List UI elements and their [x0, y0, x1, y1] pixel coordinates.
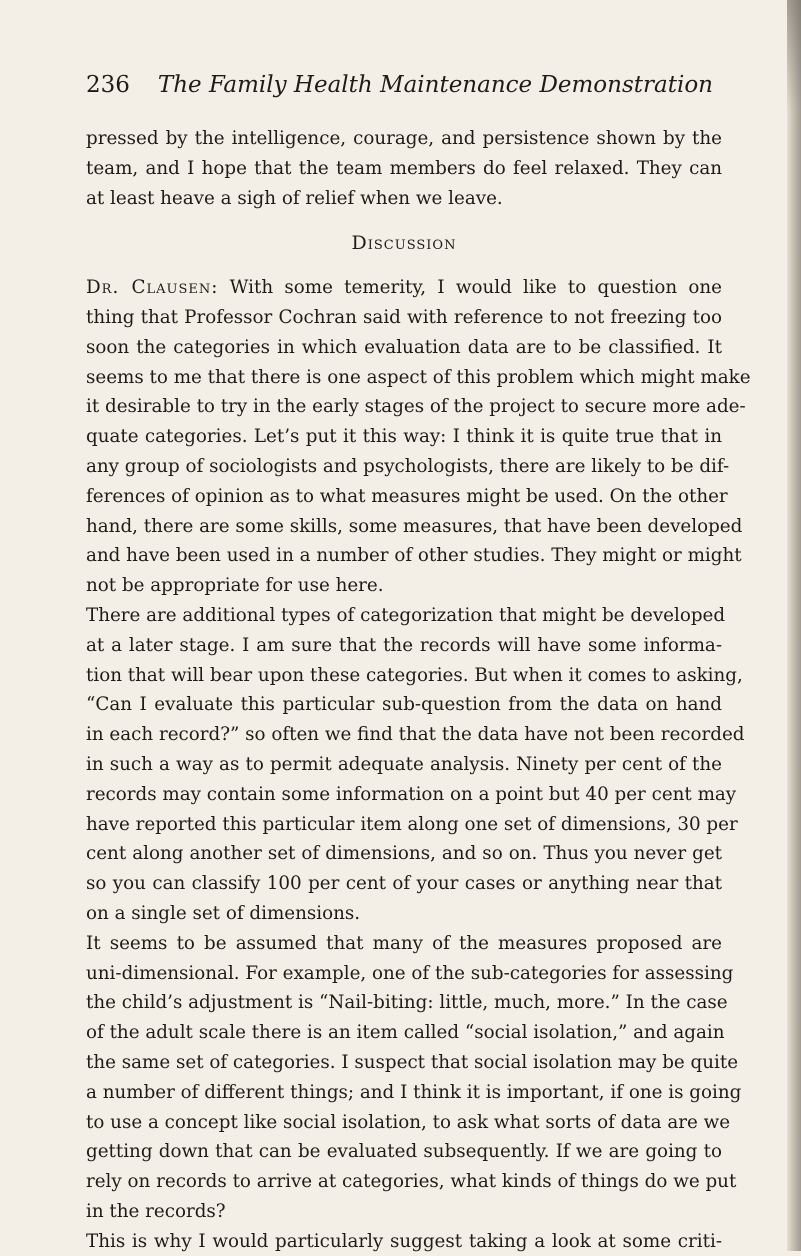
paragraph-3: [86, 929, 742, 1227]
text-line: “Can I evaluate this particular sub-question from the data on hand: [86, 694, 722, 716]
text-line: in each record?” so often we find that the data have not been recorded: [86, 724, 745, 746]
text-line: There are additional types of categorization that might be developed: [86, 604, 726, 626]
page-number: 236: [86, 72, 130, 98]
text-line: it desirable to try in the early stages of the project to secure more ade-: [86, 396, 746, 418]
text-line: not be appropriate for use here.: [86, 575, 384, 597]
text-line: to use a concept like social isolation, to ask what sorts of data are we: [86, 1111, 731, 1133]
text-line: the child’s adjustment is “Nail-biting: little, much, more.” In the case: [86, 992, 728, 1014]
paragraph-4: [86, 1227, 722, 1256]
text-line: of the adult scale there is an item called “social isolation,” and again: [86, 1022, 725, 1044]
text-line: at a later stage. I am sure that the records will have some informa-: [86, 634, 722, 656]
text-line: team, and I hope that the team members do feel relaxed. They can: [86, 157, 722, 179]
text-line: have reported this particular item along one set of dimensions, 30 per: [86, 813, 738, 835]
text-line: cent along another set of dimensions, and so on. Thus you never get: [86, 843, 722, 865]
text-line: soon the categories in which evaluation data are to be classified. It: [86, 336, 722, 358]
speaker-name: Dr. Clausen:: [86, 277, 219, 299]
text-line: quate categories. Let’s put it this way: I think it is quite true that in: [86, 426, 722, 448]
text-line: seems to me that there is one aspect of this problem which might make: [86, 366, 751, 388]
text-line: the same set of categories. I suspect that social isolation may be quite: [86, 1051, 739, 1073]
text-line: at least heave a sigh of relief when we leave.: [86, 187, 503, 209]
page-content: [86, 70, 751, 1256]
page-edge-shadow-top: [787, 0, 801, 110]
book-title: The Family Health Maintenance Demonstration: [157, 72, 713, 98]
text-line: This is why I would particularly suggest taking a look at some criti-: [86, 1230, 722, 1252]
text-line: a number of different things; and I think it is important, if one is going: [86, 1081, 742, 1103]
text-line: in such a way as to permit adequate analysis. Ninety per cent of the: [86, 753, 722, 775]
page-edge-shadow: [787, 0, 801, 1251]
paragraph-1: [86, 273, 751, 601]
text-line: and have been used in a number of other studies. They might or might: [86, 545, 742, 567]
text-line: records may contain some information on a point but 40 per cent may: [86, 783, 737, 805]
text-line: uni-dimensional. For example, one of the sub-categories for assessing: [86, 962, 734, 984]
text-line: hand, there are some skills, some measures, that have been developed: [86, 515, 743, 537]
intro-paragraph: [86, 124, 722, 213]
text-line: rely on records to arrive at categories, what kinds of things do we put: [86, 1171, 737, 1193]
text-line: tion that will bear upon these categories. But when it comes to asking,: [86, 664, 743, 686]
text-line: pressed by the intelligence, courage, and persistence shown by the: [86, 128, 722, 149]
paragraph-2: [86, 601, 745, 929]
text-line: It seems to be assumed that many of the measures proposed are: [86, 932, 722, 954]
text-line: [86, 273, 722, 303]
text-line: on a single set of dimensions.: [86, 902, 361, 924]
text-line: ferences of opinion as to what measures might be used. On the other: [86, 485, 728, 507]
text-line: getting down that can be evaluated subsequently. If we are going to: [86, 1141, 722, 1163]
text-line-rest: With some temerity, I would like to question one: [229, 277, 723, 299]
running-head: [86, 70, 722, 110]
section-heading: Discussion: [351, 232, 457, 255]
text-line: thing that Professor Cochran said with reference to not freezing too: [86, 306, 722, 328]
text-line: any group of sociologists and psychologists, there are likely to be dif-: [86, 455, 730, 477]
text-line: in the records?: [86, 1200, 226, 1222]
text-line: so you can classify 100 per cent of your cases or anything near that: [86, 873, 722, 895]
